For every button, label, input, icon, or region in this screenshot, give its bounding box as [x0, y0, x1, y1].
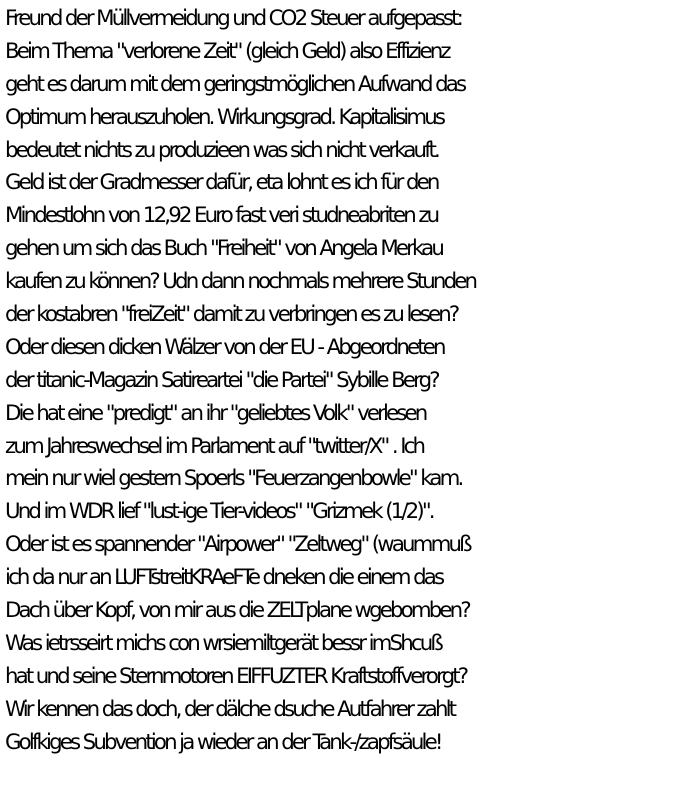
text-line: Freund der Müllvermeidung und CO2 Steuer aufgepasst: [5, 6, 461, 31]
text-line: Dach über Kopf, von mir aus die ZELTplane wgebomben? [5, 598, 469, 624]
text-line: Golfkiges Subvention ja wieder an der Tank-/zapfsäule! [5, 729, 441, 755]
text-line: hat und seine Sternmotoren EIFFUZTER Kraftstoffverorgt? [5, 663, 467, 689]
text-line: bedeutet nichts zu produzieen was sich nicht verkauft. [5, 137, 438, 163]
text-line: mein nur wiel gestern Spoerls "Feuerzangenbowle" kam. [5, 466, 462, 492]
text-line: Die hat eine "predigt" an ihr "geliebtes Volk" verlesen [5, 400, 426, 426]
text-line: ich da nur an LUFTstreitKRAeFTe dneken die einem das [5, 565, 443, 591]
text-line: der titanic-Magazin Satireartei "die Partei" Sybille Berg? [5, 367, 438, 393]
text-line: geht es darum mit dem geringstmöglichen Aufwand das [5, 71, 465, 97]
text-line: kaufen zu können? Udn dann nochmals mehrere Stunden [5, 269, 476, 295]
text-line: Beim Thema "verlorene Zeit" (gleich Geld) also Effizienz [5, 38, 449, 64]
text-line: Was ietrsseirt michs con wrsiemiltgerät bessr imShcuß [5, 630, 441, 656]
text-line: Oder diesen dicken Wälzer von der EU - Abgeordneten [5, 334, 444, 360]
document-body [5, 3, 683, 759]
text-line: gehen um sich das Buch "Freiheit" von Angela Merkau [5, 236, 442, 262]
text-line: zum Jahreswechsel im Parlament auf "twitter/X" . Ich [5, 433, 424, 459]
text-line: Geld ist der Gradmesser dafür, eta lohnt es ich für den [5, 170, 438, 196]
text-line: Wir kennen das doch, der dälche dsuche Autfahrer zahlt [5, 696, 455, 722]
text-line: Und im WDR lief "lust-ige Tier-videos" "Grizmek (1/2)". [5, 499, 433, 525]
text-line: der kostabren "freiZeit" damit zu verbringen es zu lesen? [5, 302, 458, 328]
text-line: Mindestlohn von 12,92 Euro fast veri studneabriten zu [5, 203, 438, 229]
text-line: Optimum herauszuholen. Wirkungsgrad. Kapitalisimus [5, 104, 444, 130]
text-line: Oder ist es spannender "Airpower" "Zeltweg" (waummuß [5, 532, 470, 558]
